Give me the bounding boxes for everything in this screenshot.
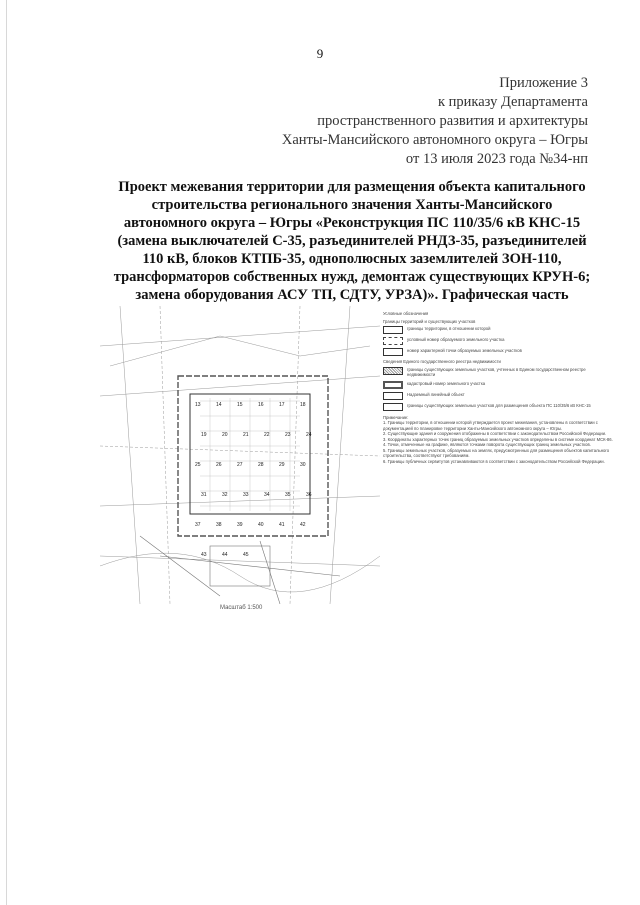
- parcel-number-label: 43: [201, 552, 207, 558]
- appendix-line: к приказу Департамента: [437, 94, 588, 110]
- parcel-number-label: 31: [201, 492, 207, 498]
- legend: [383, 310, 615, 464]
- title-line: замена оборудования АСУ ТП, СДТУ, УРЗА)». Графическая часть: [135, 287, 569, 303]
- legend-item: [383, 337, 615, 345]
- note-text: 1. Границы территории, в отношении которой утверждается проект межевания, установлены в соответствии с документацией по планировке территории Ханты-Мансийского автономного округа – Югры.: [383, 420, 598, 431]
- parcel-number-label: 45: [243, 552, 249, 558]
- parcel-number-label: 13: [195, 402, 201, 408]
- parcel-number-label: 38: [216, 522, 222, 528]
- parcel-number-label: 35: [285, 492, 291, 498]
- parcel-number-label: 14: [216, 402, 222, 408]
- title-line: автономного округа – Югры «Реконструкция ПС 110/35/6 кВ КНС-15: [123, 215, 581, 231]
- parcel-number-label: 26: [216, 462, 222, 468]
- parcel-number-label: 15: [237, 402, 243, 408]
- parcel-number-label: 16: [258, 402, 264, 408]
- legend-item-text: номер характерной точки образуемых земельных участков: [407, 348, 522, 353]
- legend-item: [383, 348, 615, 356]
- legend-item: [383, 392, 615, 400]
- legend-item-text: границы существующих земельных участков для размещения объекта ПС 110/35/6 кВ КНС-15: [407, 402, 591, 408]
- parcel-number-label: 44: [222, 552, 228, 558]
- parcel-number-label: 33: [243, 492, 249, 498]
- parcel-number-label: 36: [306, 492, 312, 498]
- title-line: Проект межевания территории для размещения объекта капитального: [118, 179, 586, 195]
- title-line: 110 кВ, блоков КТПБ-35, однополюсных заземлителей ЗОН-110,: [142, 251, 562, 267]
- parcel-number-label: 34: [264, 492, 270, 498]
- legend-item-text: Надземный линейный объект: [407, 391, 465, 397]
- title-line: (замена выключателей С-35, разъединителей РНДЗ-35, разъединителей: [117, 233, 587, 249]
- legend-item: [383, 403, 615, 411]
- title-line: трансформаторов собственных нужд, демонтаж существующих КРУН-6;: [113, 269, 591, 285]
- note-text: 3. Координаты характерных точек границ образуемых земельных участков определены в системе координат МСК-86.: [383, 436, 613, 442]
- legend-item: [383, 381, 615, 389]
- parcel-number-label: 30: [300, 462, 306, 468]
- point-number-symbol-icon: [383, 348, 403, 356]
- cadastral-number-symbol-icon: [383, 381, 403, 389]
- legend-subheading: Границы территорий и существующих участков: [383, 318, 476, 324]
- parcel-number-label: 28: [258, 462, 264, 468]
- existing-parcel-symbol-icon: [383, 403, 403, 411]
- document-title: [96, 178, 608, 304]
- note-text: 2. Существующие здания и сооружения отображены в соответствии с законодательством Российской Федерации.: [383, 431, 607, 436]
- note-text: 4. Точки, отмеченные на графике, являются точками поворота существующих границ земельных участков.: [383, 442, 591, 447]
- dashed-boundary-symbol-icon: [383, 337, 403, 345]
- parcel-number-label: 25: [195, 462, 201, 468]
- parcel-number-label: 42: [300, 522, 306, 528]
- title-line: строительства регионального значения Ханты-Мансийского: [151, 197, 553, 213]
- map-scale: Масштаб 1:500: [220, 605, 263, 611]
- parcel-number-label: 19: [201, 432, 207, 438]
- survey-map: [100, 306, 380, 604]
- legend-subheading: Сведения Единого государственного реестра недвижимости: [383, 359, 501, 364]
- parcel-number-label: 27: [237, 462, 243, 468]
- appendix-line: пространственного развития и архитектуры: [317, 113, 588, 129]
- legend-heading: Условные обозначения: [383, 311, 429, 316]
- boundary-symbol-icon: [383, 326, 403, 334]
- parcel-number-label: 29: [279, 462, 285, 468]
- page-edge: [6, 0, 7, 905]
- parcel-number-label: 18: [300, 402, 306, 408]
- appendix-line: Приложение 3: [499, 75, 588, 91]
- parcel-number-label: 24: [306, 432, 312, 438]
- appendix-block: [282, 74, 588, 169]
- appendix-line: от 13 июля 2023 года №34-нп: [405, 151, 588, 167]
- page-number: 9: [316, 46, 324, 61]
- legend-item-text: кадастровый номер земельного участка: [407, 380, 486, 386]
- note-text: 6. Границы публичных сервитутов устанавливаются в соответствии с законодательством Российской Федерации.: [383, 458, 605, 464]
- parcel-number-label: 41: [279, 522, 285, 528]
- legend-item: [383, 326, 615, 334]
- note-text: 5. Границы земельных участков, образуемых на землях, предусмотренных для размещения объектов капитального строительства, соответствуют требованиям.: [383, 447, 610, 458]
- legend-item: [383, 367, 615, 378]
- parcel-number-label: 23: [285, 432, 291, 438]
- overhead-line-symbol-icon: [383, 392, 403, 400]
- appendix-line: Ханты-Мансийского автономного округа – Югры: [281, 132, 588, 148]
- legend-item-text: условный номер образуемого земельного участка: [407, 337, 505, 342]
- parcel-number-label: 21: [243, 432, 249, 438]
- parcel-number-label: 17: [279, 402, 285, 408]
- parcel-number-label: 20: [222, 432, 228, 438]
- notes-heading: Примечание:: [383, 414, 409, 420]
- parcel-number-label: 37: [195, 522, 201, 528]
- parcel-number-label: 40: [258, 522, 264, 528]
- parcel-number-label: 32: [222, 492, 228, 498]
- legend-item-text: границы существующих земельных участков, учтенных в Едином государственном реестре недвижимости: [407, 366, 586, 377]
- hatched-parcel-symbol-icon: [383, 367, 403, 375]
- parcel-number-label: 39: [237, 522, 243, 528]
- legend-item-text: границы территории, в отношении которой: [407, 326, 491, 331]
- parcel-number-label: 22: [264, 432, 270, 438]
